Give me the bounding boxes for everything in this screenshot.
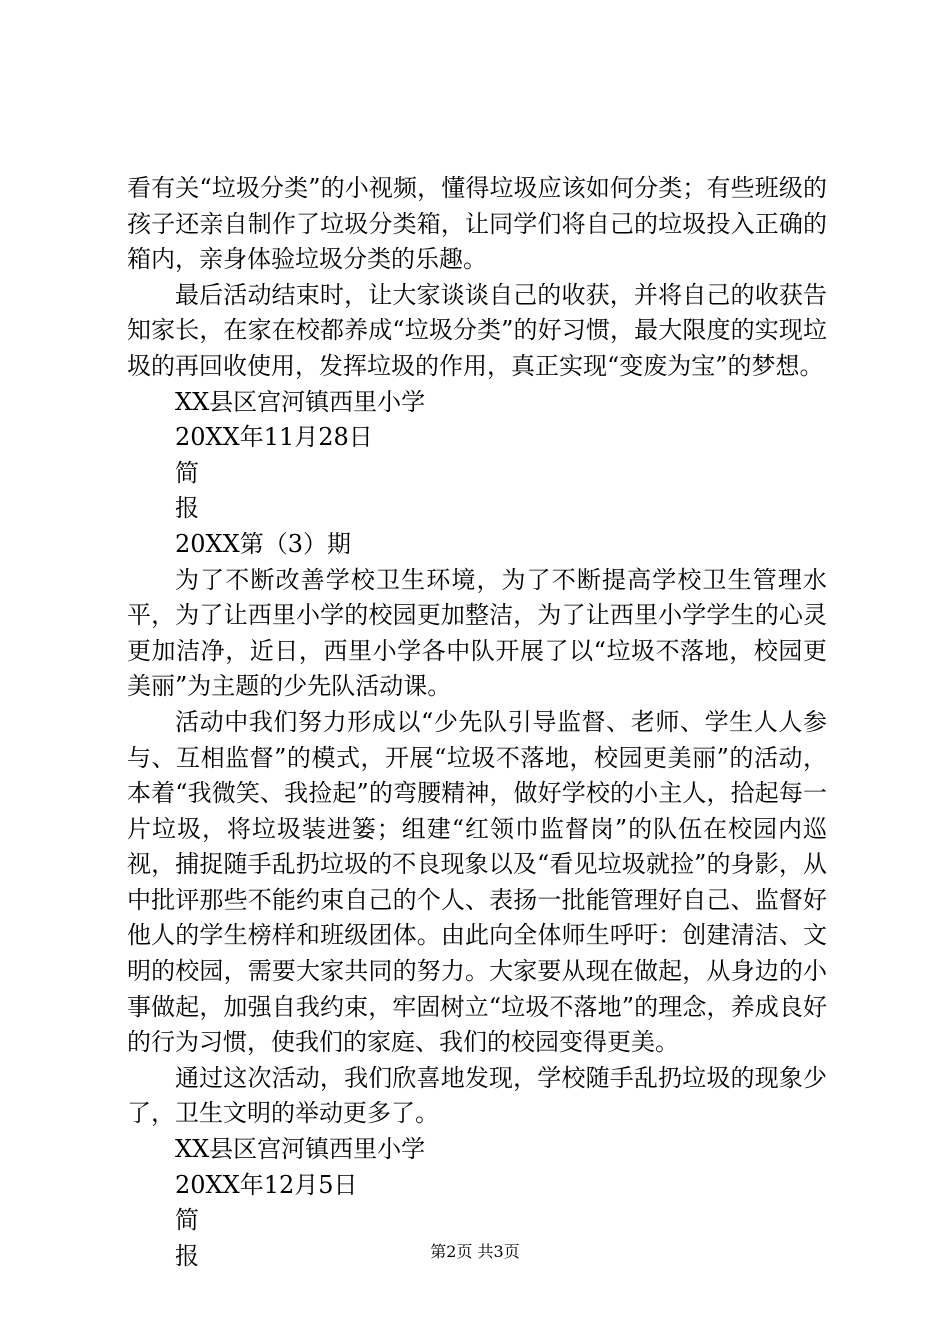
signature-date: 20XX年11月28日 (175, 423, 373, 452)
paragraph-purpose: 为了不断改善学校卫生环境，为了不断提高学校卫生管理水平，为了让西里小学的校园更加整洁，为了让西里小学学生的心灵更加洁净，近日，西里小学各中队开展了以“垃圾不落地，校园更美丽”为主题的少先队活动课。 (127, 565, 827, 701)
document-body (127, 171, 827, 1274)
paragraph-activity: 活动中我们努力形成以“少先队引导监督、老师、学生人人参与、互相监督”的模式，开展“垃圾不落地，校园更美丽”的活动，本着“我微笑、我捡起”的弯腰精神，做好学校的小主人，拾起每一片垃圾，将垃圾装进篓；组建“红领巾监督岗”的队伍在校园内巡视，捕捉随手乱扔垃圾的不良现象以及“看见垃圾就捡”的身影，从中批评那些不能约束自己的个人、表扬一批能管理好自己、监督好他人的学生榜样和班级团体。由此向全体师生呼吁：创建清洁、文明的校园，需要大家共同的努力。大家要从现在做起，从身边的小事做起，加强自我约束，牢固树立“垃圾不落地”的理念，养成良好的行为习惯，使我们的家庭、我们的校园变得更美。 (127, 707, 827, 1057)
paragraph-closing-activity: 最后活动结束时，让大家谈谈自己的收获，并将自己的收获告知家长，在家在校都养成“垃圾分类”的好习惯，最大限度的实现垃圾的再回收使用，发挥垃圾的作用，真正实现“变废为宝”的梦想。 (127, 280, 827, 380)
heading-bao-2: 报 (175, 1241, 199, 1270)
heading-jian-2: 简 (175, 1206, 199, 1235)
heading-bao: 报 (175, 494, 199, 523)
paragraph-result: 通过这次活动，我们欣喜地发现，学校随手乱扔垃圾的现象少了，卫生文明的举动更多了。 (127, 1063, 827, 1128)
heading-jian: 简 (175, 458, 199, 487)
signature-school-2: XX县区宫河镇西里小学 (175, 1135, 426, 1164)
issue-number: 20XX第（3）期 (175, 529, 351, 558)
signature-school: XX县区宫河镇西里小学 (175, 387, 426, 416)
signature-date-2: 20XX年12月5日 (175, 1170, 358, 1199)
paragraph-intro-continued: 看有关“垃圾分类”的小视频，懂得垃圾应该如何分类；有些班级的孩子还亲自制作了垃圾分类箱，让同学们将自己的垃圾投入正确的箱内，亲身体验垃圾分类的乐趣。 (127, 174, 827, 274)
page-footer: 第2页 共3页 (430, 1242, 520, 1261)
